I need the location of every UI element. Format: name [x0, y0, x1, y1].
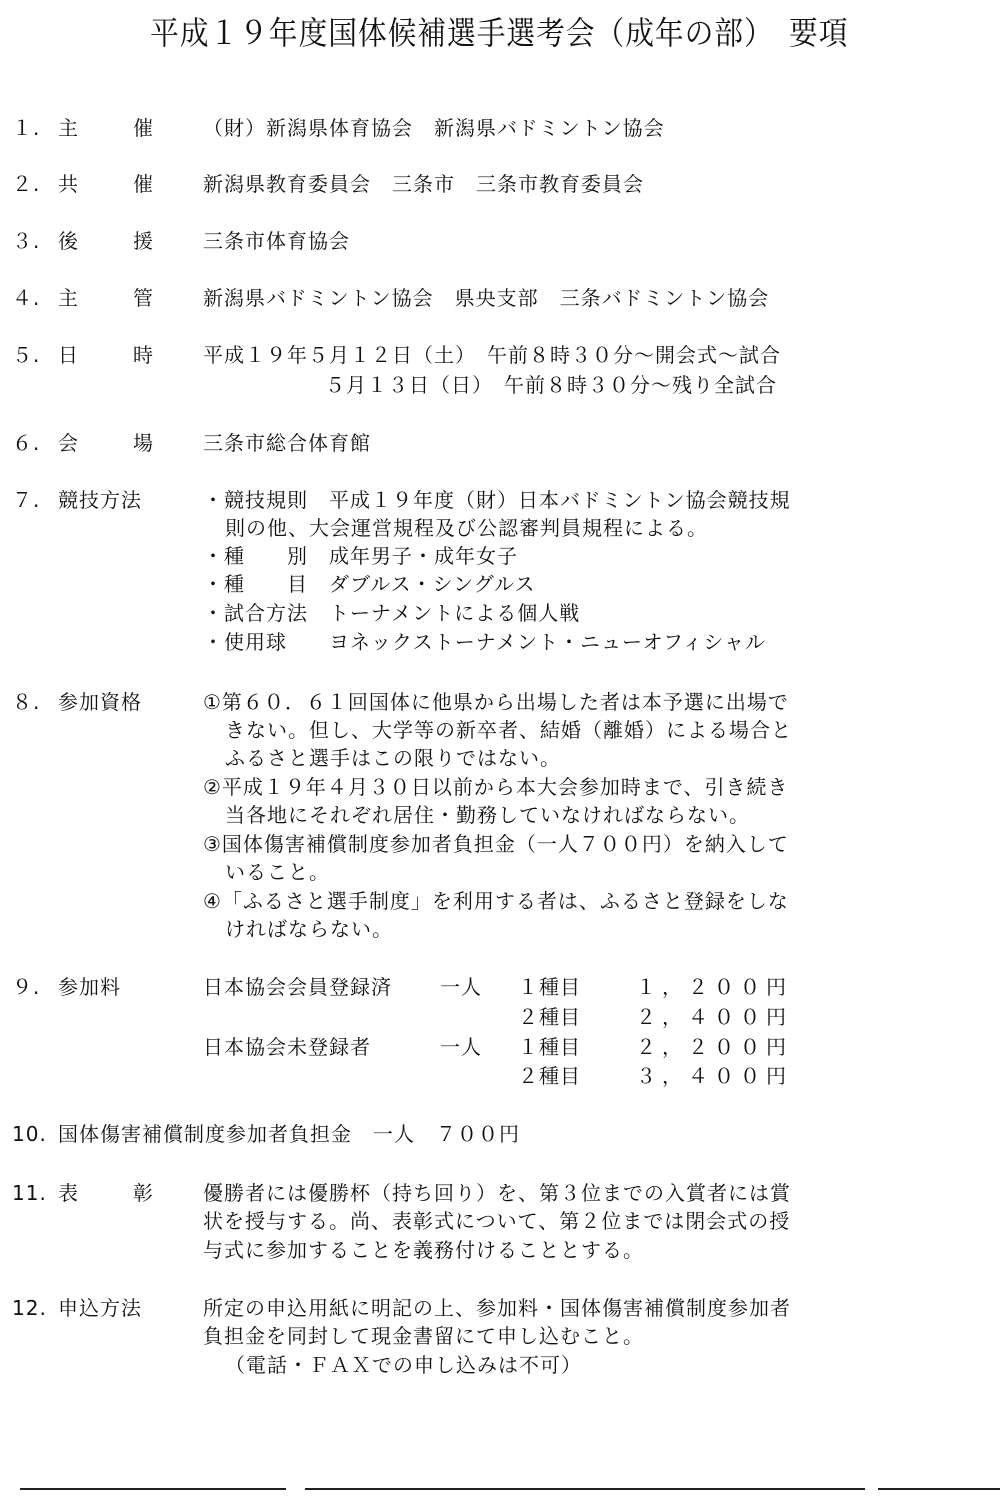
section-7-content-line: 則の他、大会運営規程及び公認審判員規程による。	[225, 516, 708, 540]
section-5-label	[58, 341, 154, 369]
section-4-number: ４.	[12, 286, 41, 310]
section-8-content-line: ければならない。	[225, 917, 393, 941]
section-11-label-char: 彰	[133, 1181, 154, 1205]
fee-amount: １，２００円	[636, 975, 792, 999]
fee-event-count: ２種目	[518, 1064, 581, 1088]
section-2-label-char: 催	[133, 172, 154, 196]
section-1-number: １.	[12, 116, 41, 140]
section-12-content-line: 所定の申込用紙に明記の上、参加料・国体傷害補償制度参加者	[203, 1296, 791, 1320]
section-1-label-char: 催	[133, 116, 154, 140]
footer-separator	[20, 1488, 286, 1490]
section-1-label	[58, 114, 154, 142]
section-8-label: 参加資格	[58, 690, 142, 714]
section-3-content: 三条市体育協会	[203, 229, 350, 253]
section-11-number: 11.	[12, 1181, 47, 1205]
section-10-number: 10.	[12, 1122, 47, 1146]
section-11-content-line: 優勝者には優勝杯（持ち回り）を、第３位までの入賞者には賞	[203, 1181, 791, 1205]
section-5-label-char: 日	[58, 343, 79, 367]
section-7-content-line: ・種 別 成年男子・成年女子	[203, 544, 518, 568]
section-11-label-char: 表	[58, 1181, 79, 1205]
section-8-content-line: ①第６０．６１回国体に他県から出場した者は本予選に出場で	[203, 690, 789, 714]
section-2-label-char: 共	[58, 172, 79, 196]
section-4-label-char: 管	[133, 286, 154, 310]
section-1-label-char: 主	[58, 116, 79, 140]
section-5-label-char: 時	[133, 343, 154, 367]
section-6-content: 三条市総合体育館	[203, 431, 371, 455]
section-6-label-char: 場	[133, 431, 154, 455]
section-2-content: 新潟県教育委員会 三条市 三条市教育委員会	[203, 172, 644, 196]
section-11-content-line: 与式に参加することを義務付けることとする。	[203, 1238, 644, 1262]
section-3-number: ３.	[12, 229, 41, 253]
footer-separator	[878, 1488, 1000, 1490]
fee-per-person: 一人	[440, 1035, 482, 1059]
section-12-content-line: （電話・ＦＡＸでの申し込みは不可）	[225, 1353, 582, 1377]
section-5-content-line: 平成１９年５月１２日（土） 午前８時３０分～開会式～試合	[203, 343, 781, 367]
fee-amount: ２，２００円	[636, 1035, 792, 1059]
fee-member-type: 日本協会未登録者	[203, 1035, 371, 1059]
section-1-content: （財）新潟県体育協会 新潟県バドミントン協会	[203, 116, 665, 140]
section-9-number: ９.	[12, 975, 41, 999]
section-8-content-line: ③国体傷害補償制度参加者負担金（一人７００円）を納入して	[203, 832, 789, 856]
section-7-content-line: ・使用球 ヨネックストーナメント・ニューオフィシャル	[203, 630, 766, 654]
section-8-content-line: ④「ふるさと選手制度」を利用する者は、ふるさと登録をしな	[203, 889, 789, 913]
section-6-number: ６.	[12, 431, 41, 455]
fee-member-type: 日本協会会員登録済	[203, 975, 392, 999]
section-7-content-line: ・試合方法 トーナメントによる個人戦	[203, 601, 581, 625]
section-8-content-line: ②平成１９年４月３０日以前から本大会参加時まで、引き続き	[203, 775, 789, 799]
section-7-number: ７.	[12, 488, 41, 512]
section-2-label	[58, 170, 154, 198]
section-5-number: ５.	[12, 343, 41, 367]
fee-event-count: １種目	[518, 1035, 581, 1059]
fee-event-count: １種目	[518, 975, 581, 999]
fee-amount: ３，４００円	[636, 1064, 792, 1088]
section-12-number: 12.	[12, 1296, 47, 1320]
section-8-content-line: ふるさと選手はこの限りではない。	[225, 746, 561, 770]
section-4-content: 新潟県バドミントン協会 県央支部 三条バドミントン協会	[203, 286, 770, 310]
section-11-label	[58, 1179, 154, 1207]
section-8-content-line: きない。但し、大学等の新卒者、結婚（離婚）による場合と	[225, 718, 792, 742]
section-7-content-line: ・種 目 ダブルス・シングルス	[203, 572, 536, 596]
fee-event-count: ２種目	[518, 1005, 581, 1029]
section-11-content-line: 状を授与する。尚、表彰式について、第２位までは閉会式の授	[203, 1209, 791, 1233]
section-12-label: 申込方法	[58, 1296, 142, 1320]
section-7-content-line: ・競技規則 平成１９年度（財）日本バドミントン協会競技規	[203, 488, 791, 512]
section-8-content-line: いること。	[225, 860, 330, 884]
fee-per-person: 一人	[440, 975, 482, 999]
fee-amount: ２，４００円	[636, 1005, 792, 1029]
section-12-content-line: 負担金を同封して現金書留にて申し込むこと。	[203, 1324, 644, 1348]
footer-separator	[305, 1488, 865, 1490]
section-9-label: 参加料	[58, 975, 121, 999]
section-4-label	[58, 284, 154, 312]
document-title: 平成１９年度国体候補選手選考会（成年の部） 要項	[150, 14, 849, 52]
section-8-number: ８.	[12, 690, 41, 714]
section-6-label-char: 会	[58, 431, 79, 455]
section-3-label-char: 後	[58, 229, 79, 253]
section-3-label	[58, 227, 154, 255]
section-5-content-line: ５月１３日（日） 午前８時３０分～残り全試合	[325, 373, 777, 397]
section-10-label: 国体傷害補償制度参加者負担金 一人 ７００円	[58, 1122, 520, 1146]
section-2-number: ２.	[12, 172, 41, 196]
section-7-label: 競技方法	[58, 488, 142, 512]
section-3-label-char: 援	[133, 229, 154, 253]
section-6-label	[58, 429, 154, 457]
section-8-content-line: 当各地にそれぞれ居住・勤務していなければならない。	[225, 803, 750, 827]
section-4-label-char: 主	[58, 286, 79, 310]
